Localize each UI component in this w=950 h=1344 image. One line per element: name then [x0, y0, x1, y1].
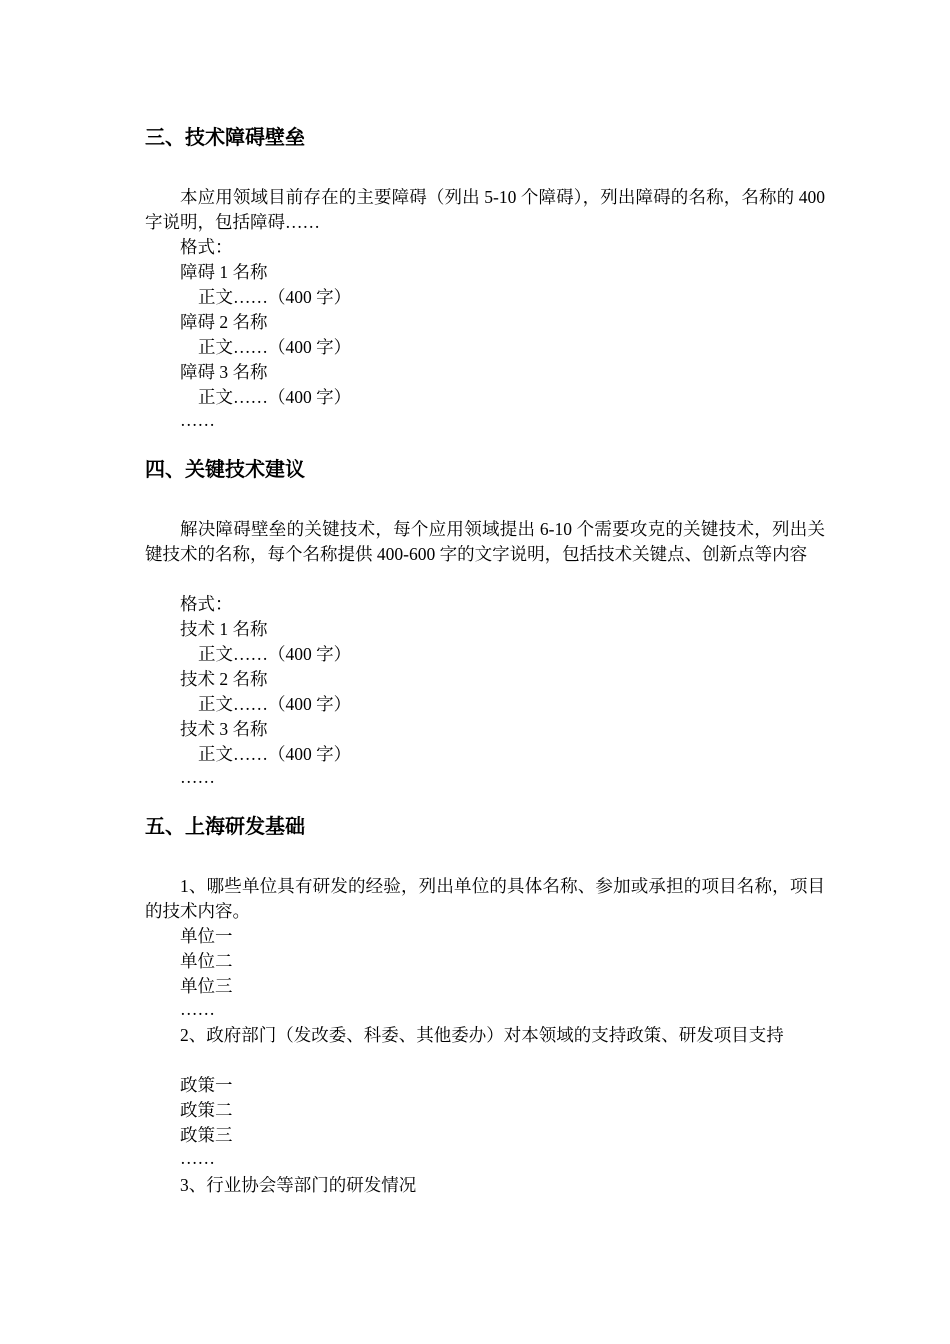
policy-list-item: 政策三 — [180, 1125, 233, 1145]
obstacle-item-name: 障碍 2 名称 — [180, 312, 268, 332]
tech-item-body: 正文……（400 字） — [198, 694, 352, 714]
rd-question-3: 3、行业协会等部门的研发情况 — [180, 1175, 417, 1195]
key-tech-ellipsis: …… — [180, 767, 215, 787]
obstacle-item-body: 正文……（400 字） — [198, 337, 352, 357]
rd-question-1: 1、哪些单位具有研发的经验，列出单位的具体名称、参加或承担的项目名称，项目的技术内容。 — [145, 876, 825, 921]
obstacles-intro-paragraph: 本应用领域目前存在的主要障碍（列出 5-10 个障碍），列出障碍的名称，名称的 400 字说明，包括障碍…… — [145, 187, 825, 232]
tech-item-name: 技术 3 名称 — [180, 719, 268, 739]
policy-list-item: 政策二 — [180, 1100, 233, 1120]
key-tech-intro-paragraph: 解决障碍壁垒的关键技术，每个应用领域提出 6-10 个需要攻克的关键技术，列出关键技术的名称，每个名称提供 400-600 字的文字说明，包括技术关键点、创新点等内容 — [145, 519, 825, 564]
policies-ellipsis: …… — [180, 1148, 215, 1168]
tech-item-body: 正文……（400 字） — [198, 644, 352, 664]
obstacles-ellipsis: …… — [180, 410, 215, 430]
unit-list-item: 单位二 — [180, 951, 233, 971]
section-heading-key-tech: 四、关键技术建议 — [145, 457, 305, 481]
section-heading-obstacles: 三、技术障碍壁垒 — [145, 125, 305, 149]
obstacle-item-body: 正文……（400 字） — [198, 387, 352, 407]
units-ellipsis: …… — [180, 999, 215, 1019]
obstacle-item-name: 障碍 3 名称 — [180, 362, 268, 382]
tech-item-name: 技术 2 名称 — [180, 669, 268, 689]
obstacles-format-label: 格式： — [180, 237, 233, 257]
obstacle-item-body: 正文……（400 字） — [198, 287, 352, 307]
section-heading-rd-base: 五、上海研发基础 — [145, 814, 305, 838]
unit-list-item: 单位三 — [180, 976, 233, 996]
tech-item-body: 正文……（400 字） — [198, 744, 352, 764]
rd-question-2: 2、政府部门（发改委、科委、其他委办）对本领域的支持政策、研发项目支持 — [180, 1025, 784, 1045]
policy-list-item: 政策一 — [180, 1075, 233, 1095]
key-tech-format-label: 格式： — [180, 594, 233, 614]
tech-item-name: 技术 1 名称 — [180, 619, 268, 639]
obstacle-item-name: 障碍 1 名称 — [180, 262, 268, 282]
unit-list-item: 单位一 — [180, 926, 233, 946]
